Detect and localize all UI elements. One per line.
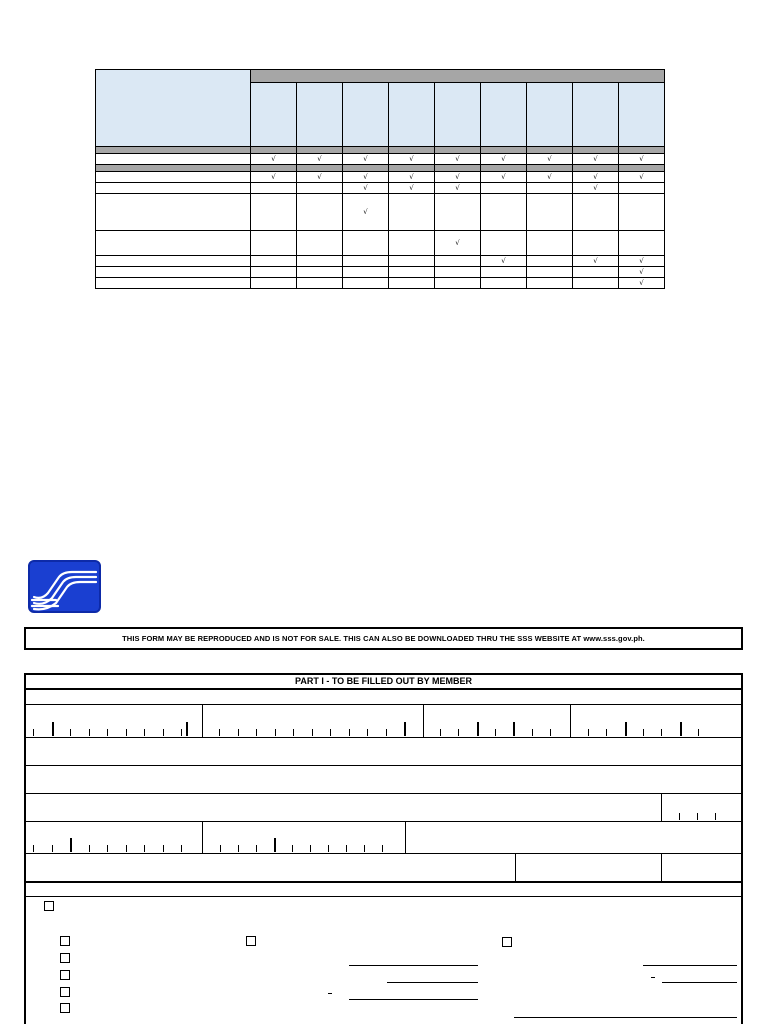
check-cell <box>481 194 527 231</box>
check-cell <box>527 278 573 289</box>
checklist-row <box>96 278 665 289</box>
form-row-divider <box>26 737 741 738</box>
checklist-header-row <box>96 70 665 83</box>
field-divider <box>570 704 571 737</box>
digit-tick <box>643 729 644 736</box>
option-checkbox[interactable] <box>60 936 70 946</box>
section-band-cell <box>481 165 527 172</box>
check-cell <box>297 183 343 194</box>
check-cell <box>251 267 297 278</box>
check-mark-cell: √ <box>619 154 665 165</box>
digit-tick <box>328 845 329 852</box>
digit-tick <box>107 729 108 736</box>
check-mark-cell: √ <box>251 172 297 183</box>
form-row-divider <box>26 821 741 822</box>
check-cell <box>481 231 527 256</box>
benefit-column-header <box>527 83 573 147</box>
requirements-checklist-table <box>95 69 665 289</box>
check-mark-cell: √ <box>481 256 527 267</box>
field-divider <box>661 793 662 821</box>
check-mark-cell: √ <box>435 183 481 194</box>
option-checkbox[interactable] <box>60 987 70 997</box>
check-cell <box>481 183 527 194</box>
check-mark-cell: √ <box>573 154 619 165</box>
check-cell <box>297 278 343 289</box>
main-option-checkbox[interactable] <box>44 901 54 911</box>
check-cell <box>251 256 297 267</box>
field-divider <box>405 821 406 853</box>
benefit-column-header <box>389 83 435 147</box>
digit-tick <box>477 722 479 736</box>
digit-tick <box>440 729 441 736</box>
fill-in-line[interactable] <box>349 999 478 1000</box>
digit-tick <box>219 729 220 736</box>
check-cell <box>343 256 389 267</box>
section-band-cell <box>619 147 665 154</box>
check-cell <box>389 256 435 267</box>
check-cell <box>435 267 481 278</box>
check-cell <box>343 267 389 278</box>
digit-tick <box>386 729 387 736</box>
digit-tick <box>52 845 53 852</box>
check-cell <box>435 278 481 289</box>
requirement-label-cell <box>96 194 251 231</box>
check-mark-cell: √ <box>573 172 619 183</box>
field-divider <box>423 704 424 737</box>
check-cell <box>389 231 435 256</box>
checklist-row <box>96 154 665 165</box>
digit-tick <box>698 729 699 736</box>
requirement-label-cell <box>96 267 251 278</box>
check-cell <box>389 194 435 231</box>
reproduction-notice-text: THIS FORM MAY BE REPRODUCED AND IS NOT FOR SALE. THIS CAN ALSO BE DOWNLOADED THRU THE SSS WEBSITE AT www.sss.gov.ph. <box>122 634 645 643</box>
digit-tick <box>680 722 682 736</box>
digit-tick <box>458 729 459 736</box>
fill-in-line[interactable] <box>387 982 478 983</box>
digit-tick <box>181 845 182 852</box>
benefit-column-header <box>573 83 619 147</box>
requirement-label-cell <box>96 154 251 165</box>
check-cell <box>297 267 343 278</box>
check-cell <box>573 194 619 231</box>
check-cell <box>527 194 573 231</box>
digit-tick <box>256 729 257 736</box>
form-row-divider <box>26 853 741 854</box>
check-mark-cell: √ <box>619 278 665 289</box>
fill-in-line[interactable] <box>662 982 737 983</box>
section-band-cell <box>343 147 389 154</box>
benefit-column-header <box>619 83 665 147</box>
digit-tick <box>33 845 34 852</box>
digit-tick <box>89 845 90 852</box>
digit-tick <box>513 722 515 736</box>
check-mark-cell: √ <box>619 256 665 267</box>
benefit-type-header-band <box>251 70 665 83</box>
checklist-row <box>96 267 665 278</box>
check-cell <box>251 194 297 231</box>
check-mark-cell: √ <box>573 183 619 194</box>
digit-tick <box>367 729 368 736</box>
check-mark-cell: √ <box>527 154 573 165</box>
check-mark-cell: √ <box>481 172 527 183</box>
option-checkbox[interactable] <box>60 1003 70 1013</box>
section-band-cell <box>96 147 251 154</box>
part1-title: PART I - TO BE FILLED OUT BY MEMBER <box>26 675 741 690</box>
benefit-column-header <box>435 83 481 147</box>
digit-tick <box>606 729 607 736</box>
digit-tick <box>310 845 311 852</box>
field-divider <box>661 853 662 881</box>
check-cell <box>389 267 435 278</box>
check-cell <box>297 194 343 231</box>
check-mark-cell: √ <box>343 154 389 165</box>
check-cell <box>527 183 573 194</box>
check-mark-cell: √ <box>619 172 665 183</box>
fill-in-line[interactable] <box>349 965 478 966</box>
checklist-row <box>96 231 665 256</box>
option-checkbox[interactable] <box>60 970 70 980</box>
section-band-cell <box>251 165 297 172</box>
benefit-column-header <box>251 83 297 147</box>
check-cell <box>573 267 619 278</box>
check-cell <box>251 278 297 289</box>
check-mark-cell: √ <box>389 154 435 165</box>
check-mark-cell: √ <box>619 267 665 278</box>
checklist-section-band <box>96 147 665 154</box>
check-mark-cell: √ <box>343 183 389 194</box>
digit-tick <box>163 845 164 852</box>
digit-tick <box>181 729 182 736</box>
digit-tick <box>274 838 276 852</box>
check-cell <box>435 194 481 231</box>
section-band-cell <box>389 165 435 172</box>
check-cell <box>573 278 619 289</box>
checklist-row <box>96 256 665 267</box>
section-band-cell <box>619 165 665 172</box>
check-cell <box>619 231 665 256</box>
digit-tick <box>364 845 365 852</box>
check-cell <box>297 256 343 267</box>
digit-tick <box>126 729 127 736</box>
checklist-row <box>96 172 665 183</box>
section-band-cell <box>527 147 573 154</box>
digit-tick <box>220 845 221 852</box>
check-mark-cell: √ <box>343 172 389 183</box>
benefit-column-header <box>297 83 343 147</box>
check-mark-cell: √ <box>435 231 481 256</box>
digit-tick <box>238 729 239 736</box>
requirement-label-cell <box>96 278 251 289</box>
fill-in-line[interactable] <box>643 965 737 966</box>
check-cell <box>481 278 527 289</box>
requirement-label-cell <box>96 183 251 194</box>
check-cell <box>343 231 389 256</box>
requirement-label-cell <box>96 172 251 183</box>
digit-tick <box>495 729 496 736</box>
digit-tick <box>52 722 54 736</box>
check-cell <box>251 231 297 256</box>
requirement-label-cell <box>96 231 251 256</box>
check-mark-cell: √ <box>435 172 481 183</box>
digit-tick <box>349 729 350 736</box>
check-mark-cell: √ <box>389 183 435 194</box>
section-band-cell <box>435 165 481 172</box>
digit-tick <box>144 729 145 736</box>
digit-tick <box>107 845 108 852</box>
section-band-cell <box>481 147 527 154</box>
option-checkbox[interactable] <box>502 937 512 947</box>
section-band-cell <box>573 165 619 172</box>
check-cell <box>481 267 527 278</box>
check-mark-cell: √ <box>297 154 343 165</box>
form-row-divider <box>26 896 741 897</box>
digit-tick <box>256 845 257 852</box>
section-band-cell <box>251 147 297 154</box>
digit-tick <box>275 729 276 736</box>
section-band-cell <box>96 165 251 172</box>
check-mark-cell: √ <box>481 154 527 165</box>
digit-tick <box>238 845 239 852</box>
sss-logo <box>28 560 101 613</box>
requirement-header-cell <box>96 70 251 147</box>
form-row-divider <box>26 704 741 705</box>
check-cell <box>297 231 343 256</box>
digit-tick <box>292 845 293 852</box>
digit-tick <box>404 722 406 736</box>
section-band-cell <box>343 165 389 172</box>
check-cell <box>527 231 573 256</box>
checklist-row <box>96 183 665 194</box>
checklist-row <box>96 194 665 231</box>
dash-mark <box>328 993 332 994</box>
digit-tick <box>33 729 34 736</box>
section-band-cell <box>527 165 573 172</box>
digit-tick <box>312 729 313 736</box>
requirement-label-cell <box>96 256 251 267</box>
benefit-column-header <box>481 83 527 147</box>
digit-tick <box>715 813 716 820</box>
field-divider <box>202 704 203 737</box>
digit-tick <box>382 845 383 852</box>
checklist-section-band <box>96 165 665 172</box>
digit-tick <box>330 729 331 736</box>
check-mark-cell: √ <box>389 172 435 183</box>
check-cell <box>527 267 573 278</box>
check-cell <box>573 231 619 256</box>
section-band-cell <box>573 147 619 154</box>
form-row-divider <box>26 793 741 794</box>
digit-tick <box>89 729 90 736</box>
digit-tick <box>588 729 589 736</box>
fill-in-line[interactable] <box>514 1017 737 1018</box>
form-section-divider <box>26 881 741 883</box>
digit-tick <box>70 838 72 852</box>
digit-tick <box>697 813 698 820</box>
digit-tick <box>679 813 680 820</box>
option-checkbox[interactable] <box>246 936 256 946</box>
benefit-column-header <box>343 83 389 147</box>
digit-tick <box>144 845 145 852</box>
checklist-table-body <box>96 70 665 289</box>
section-band-cell <box>297 165 343 172</box>
field-divider <box>202 821 203 853</box>
member-application-form <box>24 673 743 1024</box>
check-mark-cell: √ <box>343 194 389 231</box>
check-mark-cell: √ <box>297 172 343 183</box>
digit-tick <box>532 729 533 736</box>
digit-tick <box>293 729 294 736</box>
digit-tick <box>126 845 127 852</box>
digit-tick <box>186 722 188 736</box>
check-cell <box>619 183 665 194</box>
check-mark-cell: √ <box>527 172 573 183</box>
check-cell <box>619 194 665 231</box>
check-mark-cell: √ <box>435 154 481 165</box>
field-divider <box>515 853 516 881</box>
check-cell <box>343 278 389 289</box>
option-checkbox[interactable] <box>60 953 70 963</box>
form-row-divider <box>26 765 741 766</box>
section-band-cell <box>389 147 435 154</box>
check-cell <box>435 256 481 267</box>
check-cell <box>251 183 297 194</box>
section-band-cell <box>297 147 343 154</box>
check-cell <box>389 278 435 289</box>
digit-tick <box>550 729 551 736</box>
check-mark-cell: √ <box>573 256 619 267</box>
digit-tick <box>346 845 347 852</box>
digit-tick <box>661 729 662 736</box>
digit-tick <box>625 722 627 736</box>
digit-tick <box>70 729 71 736</box>
check-cell <box>527 256 573 267</box>
check-mark-cell: √ <box>251 154 297 165</box>
section-band-cell <box>435 147 481 154</box>
digit-tick <box>163 729 164 736</box>
dash-mark <box>651 977 655 978</box>
reproduction-notice <box>24 627 743 650</box>
